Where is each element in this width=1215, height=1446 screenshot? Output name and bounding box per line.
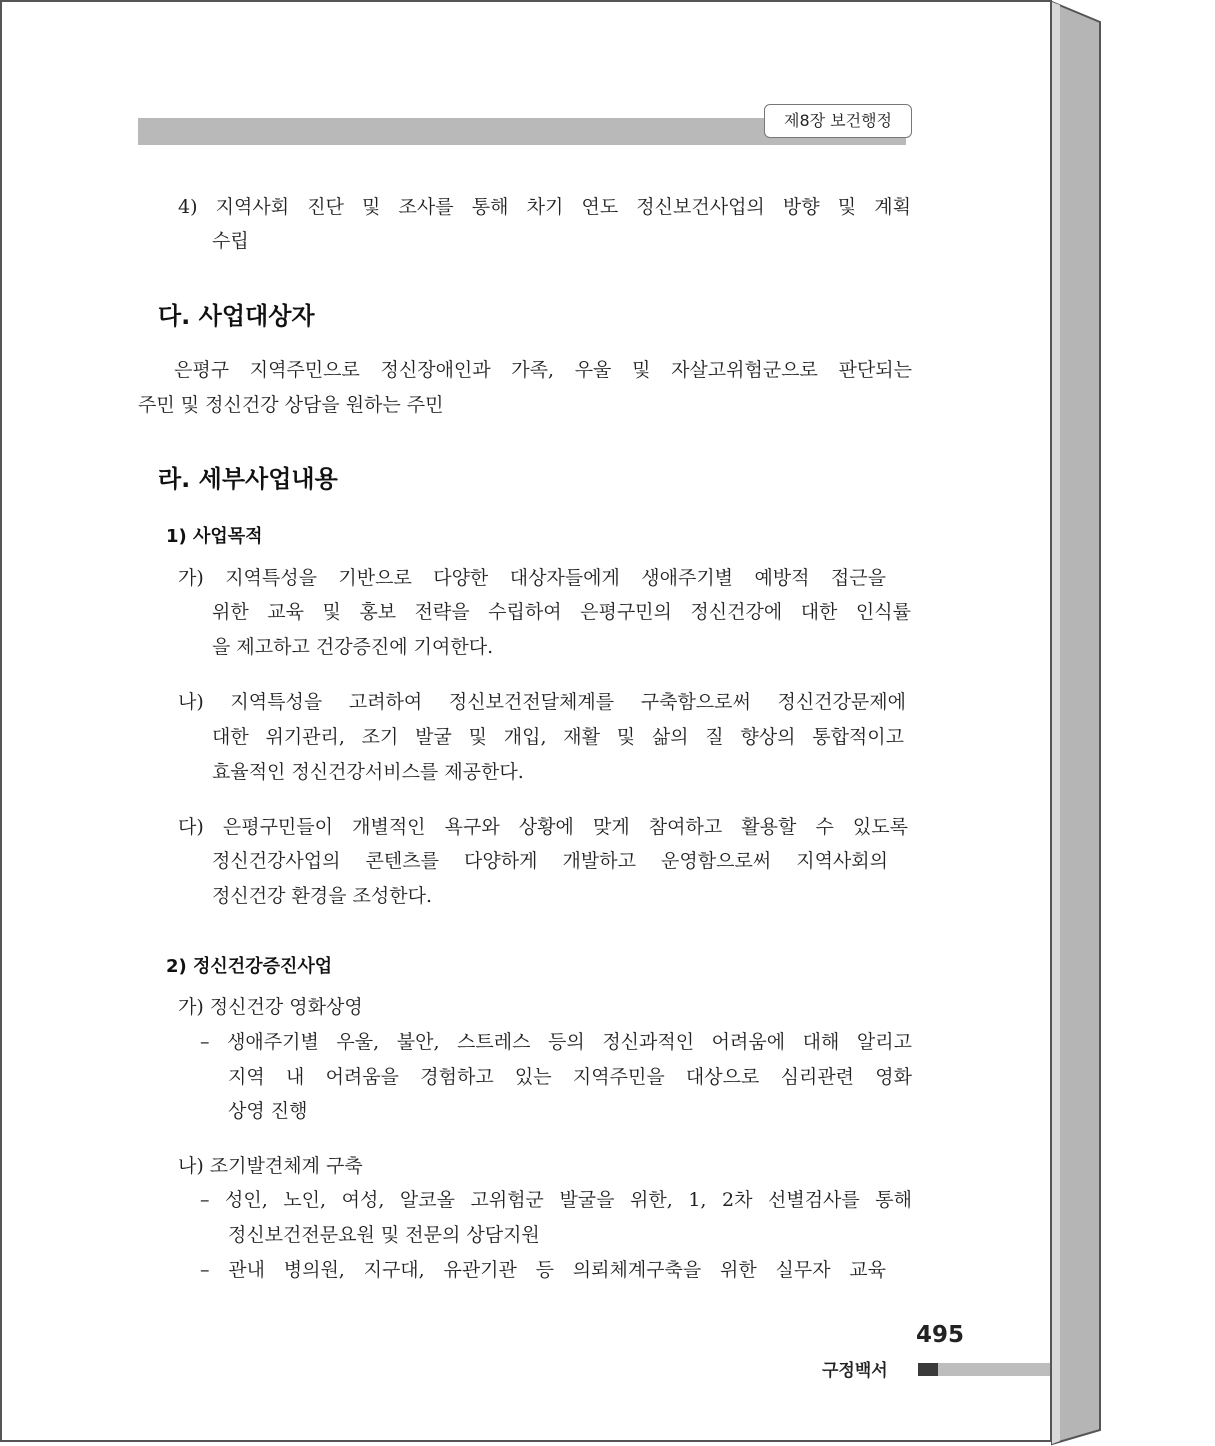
purpose-ga-line3: 을 제고하고 건강증진에 기여한다. [212,636,494,658]
page-number: 495 [916,1322,965,1348]
promotion-ga-bullet1-line2: 지역 내 어려움을 경험하고 있는 지역주민을 대상으로 심리관련 영화 [228,1066,912,1088]
promotion-ga-bullet1-line3: 상영 진행 [228,1100,308,1122]
promotion-ga-title: 가) 정신건강 영화상영 [178,996,363,1018]
subheading-purpose: 1) 사업목적 [166,526,263,547]
purpose-na-line3: 효율적인 정신건강서비스를 제공한다. [212,761,524,783]
section-heading-details: 라. 세부사업내용 [158,465,338,493]
target-line2: 주민 및 정신건강 상담을 원하는 주민 [138,394,444,416]
promotion-na-bullet2-line1: – 관내 병의원, 지구대, 유관기관 등 의뢰체계구축을 위한 실무자 교육 [200,1259,886,1281]
purpose-ga-line2: 위한 교육 및 홍보 전략을 수립하여 은평구민의 정신건강에 대한 인식률 [212,601,911,623]
item4-line1: 4) 지역사회 진단 및 조사를 통해 차기 연도 정신보건사업의 방향 및 계획 [178,196,911,218]
promotion-na-bullet1-line1: – 성인, 노인, 여성, 알코올 고위험군 발굴을 위한, 1, 2차 선별검사를 통해 [200,1189,912,1211]
footer-dark-block [918,1363,938,1376]
purpose-da-line1: 다) 은평구민들이 개별적인 욕구와 상황에 맞게 참여하고 활용할 수 있도록 [178,816,908,838]
promotion-ga-bullet1-line1: – 생애주기별 우울, 불안, 스트레스 등의 정신과적인 어려움에 대해 알리고 [200,1031,912,1053]
chapter-tab: 제8장 보건행정 [764,104,912,138]
page-thickness-edge [1050,0,1110,1446]
subheading-mental-health-promotion: 2) 정신건강증진사업 [166,956,333,977]
item4-line2: 수립 [212,230,249,252]
purpose-na-line1: 나) 지역특성을 고려하여 정신보건전달체계를 구축함으로써 정신건강문제에 [178,691,906,713]
purpose-da-line2: 정신건강사업의 콘텐츠를 다양하게 개발하고 운영함으로써 지역사회의 [212,850,888,872]
purpose-ga-line1: 가) 지역특성을 기반으로 다양한 대상자들에게 생애주기별 예방적 접근을 [178,567,886,589]
section-heading-target: 다. 사업대상자 [158,302,315,330]
book-title: 구정백서 [822,1361,888,1381]
footer-bar [938,1363,1050,1376]
promotion-na-title: 나) 조기발견체계 구축 [178,1155,363,1177]
promotion-na-bullet1-line2: 정신보건전문요원 및 전문의 상담지원 [228,1224,540,1246]
target-line1: 은평구 지역주민으로 정신장애인과 가족, 우울 및 자살고위험군으로 판단되는 [174,359,912,381]
purpose-na-line2: 대한 위기관리, 조기 발굴 및 개입, 재활 및 삶의 질 향상의 통합적이고 [212,726,904,748]
purpose-da-line3: 정신건강 환경을 조성한다. [212,885,433,907]
